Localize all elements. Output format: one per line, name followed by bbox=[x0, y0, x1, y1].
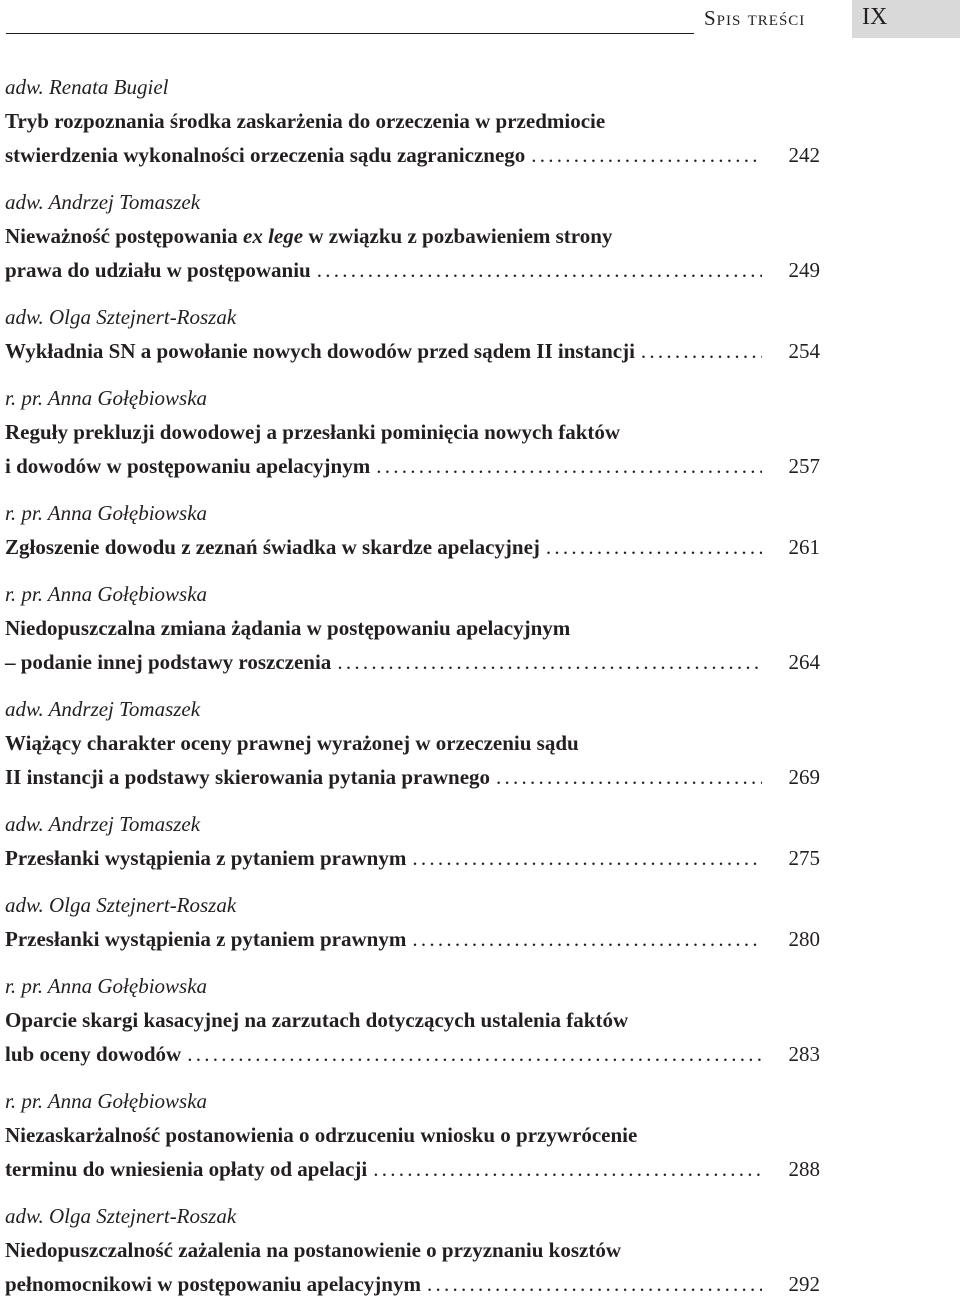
dot-leader bbox=[496, 760, 762, 794]
entry-title-last-line bbox=[5, 449, 820, 483]
toc-entry bbox=[5, 70, 820, 172]
entry-title-last-line bbox=[5, 334, 820, 368]
table-of-contents bbox=[5, 70, 820, 1314]
dot-leader bbox=[317, 253, 762, 287]
dot-leader bbox=[373, 1152, 762, 1186]
entry-title-line: Niedopuszczalna zmiana żądania w postępowaniu apelacyjnym bbox=[5, 616, 571, 640]
entry-page-number: 288 bbox=[788, 1157, 820, 1181]
toc-entry bbox=[5, 807, 820, 875]
entry-title-last-line bbox=[5, 841, 820, 875]
entry-author: r. pr. Anna Gołębiowska bbox=[5, 386, 208, 410]
entry-title-text: Zgłoszenie dowodu z zeznań świadka w skardze apelacyjnej bbox=[5, 535, 540, 559]
entry-title-text: – podanie innej podstawy roszczenia bbox=[5, 650, 332, 674]
entry-page-number: 280 bbox=[788, 927, 820, 951]
entry-title-last-line bbox=[5, 530, 820, 564]
entry-author: r. pr. Anna Gołębiowska bbox=[5, 974, 208, 998]
entry-page-number: 257 bbox=[788, 454, 820, 478]
entry-page-number: 283 bbox=[788, 1042, 820, 1066]
entry-author: adw. Andrzej Tomaszek bbox=[5, 190, 201, 214]
entry-title-last-line bbox=[5, 138, 820, 172]
toc-entry bbox=[5, 1199, 820, 1301]
entry-title-text: lub oceny dowodów bbox=[5, 1042, 182, 1066]
entry-author: adw. Olga Sztejnert-Roszak bbox=[5, 305, 237, 329]
page-number: IX bbox=[862, 4, 888, 30]
dot-leader bbox=[412, 922, 762, 956]
toc-entry bbox=[5, 577, 820, 679]
entry-title-last-line bbox=[5, 645, 820, 679]
entry-author: adw. Olga Sztejnert-Roszak bbox=[5, 1204, 237, 1228]
entry-page-number: 264 bbox=[788, 650, 820, 674]
entry-author: r. pr. Anna Gołębiowska bbox=[5, 582, 208, 606]
entry-title-line: Oparcie skargi kasacyjnej na zarzutach dotyczących ustalenia faktów bbox=[5, 1008, 629, 1032]
title-italic-segment: ex lege bbox=[243, 224, 304, 248]
dot-leader bbox=[427, 1267, 762, 1301]
entry-title-text: II instancji a podstawy skierowania pytania prawnego bbox=[5, 765, 491, 789]
dot-leader bbox=[546, 530, 762, 564]
entry-title-text: terminu do wniesienia opłaty od apelacji bbox=[5, 1157, 368, 1181]
entry-title-line: Wiążący charakter oceny prawnej wyrażonej w orzeczeniu sądu bbox=[5, 731, 579, 755]
entry-page-number: 261 bbox=[788, 535, 820, 559]
toc-entry bbox=[5, 300, 820, 368]
header-rule bbox=[6, 33, 694, 34]
entry-title-line: Reguły prekluzji dowodowej a przesłanki pominięcia nowych faktów bbox=[5, 420, 621, 444]
dot-leader bbox=[641, 334, 762, 368]
entry-title-last-line bbox=[5, 760, 820, 794]
section-title: Spis treści bbox=[704, 6, 806, 30]
toc-entry bbox=[5, 185, 820, 287]
entry-page-number: 242 bbox=[788, 143, 820, 167]
entry-title-line: Niezaskarżalność postanowienia o odrzuceniu wniosku o przywrócenie bbox=[5, 1123, 638, 1147]
title-segment: Nieważność postępowania bbox=[5, 224, 244, 248]
entry-title-text: i dowodów w postępowaniu apelacyjnym bbox=[5, 454, 371, 478]
entry-page-number: 275 bbox=[788, 846, 820, 870]
entry-author: adw. Andrzej Tomaszek bbox=[5, 812, 201, 836]
entry-page-number: 292 bbox=[788, 1272, 820, 1296]
entry-page-number: 269 bbox=[788, 765, 820, 789]
toc-entry bbox=[5, 1084, 820, 1186]
title-segment: w związku z pozbawieniem strony bbox=[303, 224, 613, 248]
entry-author: adw. Olga Sztejnert-Roszak bbox=[5, 893, 237, 917]
entry-title-line: Niedopuszczalność zażalenia na postanowienie o przyznaniu kosztów bbox=[5, 1238, 622, 1262]
entry-title-last-line bbox=[5, 253, 820, 287]
entry-title-text: Przesłanki wystąpienia z pytaniem prawnym bbox=[5, 927, 407, 951]
entry-title-text: prawa do udziału w postępowaniu bbox=[5, 258, 311, 282]
entry-title-text: pełnomocnikowi w postępowaniu apelacyjnym bbox=[5, 1272, 421, 1296]
dot-leader bbox=[376, 449, 762, 483]
dot-leader bbox=[412, 841, 762, 875]
page-header bbox=[0, 0, 960, 40]
entry-author: r. pr. Anna Gołębiowska bbox=[5, 501, 208, 525]
entry-page-number: 249 bbox=[788, 258, 820, 282]
dot-leader bbox=[531, 138, 762, 172]
entry-title-last-line bbox=[5, 922, 820, 956]
entry-title-text: stwierdzenia wykonalności orzeczenia sądu zagranicznego bbox=[5, 143, 526, 167]
entry-page-number: 254 bbox=[788, 339, 820, 363]
toc-entry bbox=[5, 381, 820, 483]
toc-entry bbox=[5, 969, 820, 1071]
entry-title-last-line bbox=[5, 1037, 820, 1071]
entry-title-text: Przesłanki wystąpienia z pytaniem prawnym bbox=[5, 846, 407, 870]
entry-author: adw. Renata Bugiel bbox=[5, 75, 169, 99]
toc-entry bbox=[5, 496, 820, 564]
toc-entry bbox=[5, 692, 820, 794]
entry-title-text: Wykładnia SN a powołanie nowych dowodów przed sądem II instancji bbox=[5, 339, 635, 363]
entry-author: r. pr. Anna Gołębiowska bbox=[5, 1089, 208, 1113]
entry-author: adw. Andrzej Tomaszek bbox=[5, 697, 201, 721]
entry-title-last-line bbox=[5, 1267, 820, 1301]
entry-title-line bbox=[5, 219, 820, 253]
entry-title-last-line bbox=[5, 1152, 820, 1186]
dot-leader bbox=[337, 645, 762, 679]
toc-entry bbox=[5, 888, 820, 956]
dot-leader bbox=[187, 1037, 762, 1071]
entry-title-line: Tryb rozpoznania środka zaskarżenia do orzeczenia w przedmiocie bbox=[5, 109, 606, 133]
